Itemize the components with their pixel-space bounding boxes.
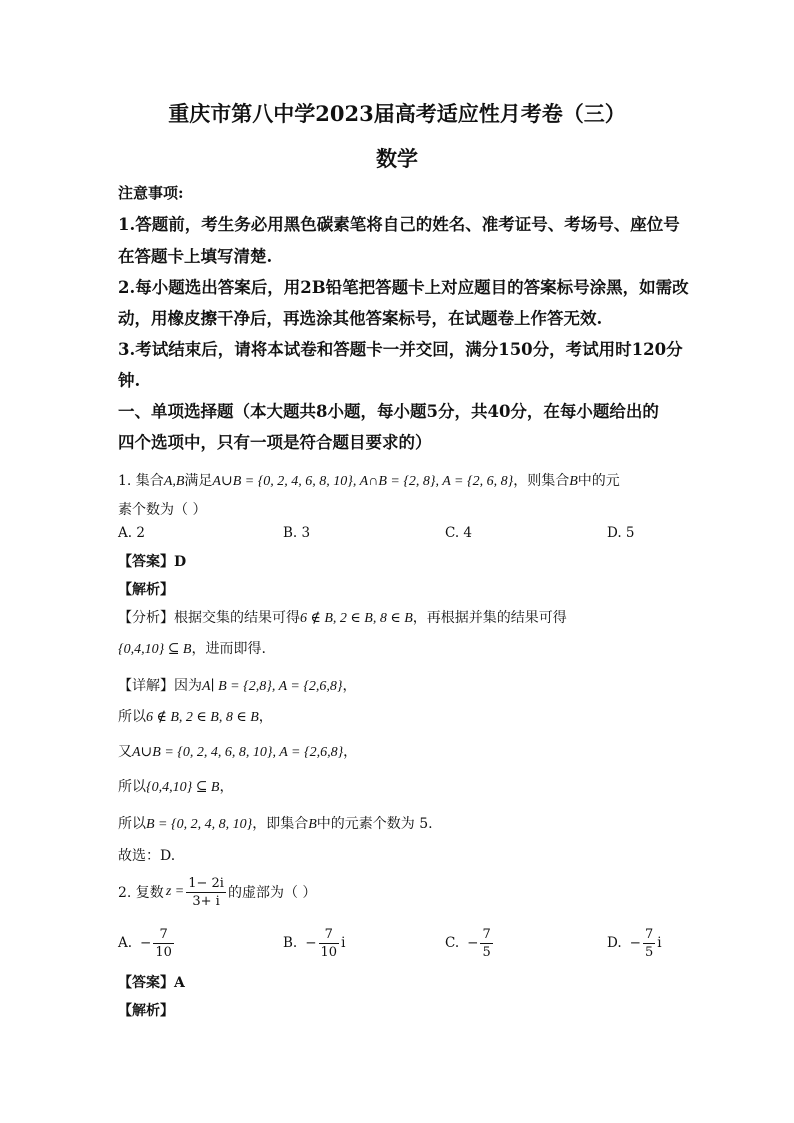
q1-step-2-tail: ， [343, 744, 358, 760]
q2-option-d-den: 5 [644, 944, 654, 960]
q1-step-1 [118, 706, 273, 726]
q2-answer: 【答案】A [118, 975, 185, 991]
q2-analysis-heading: 【解析】 [118, 1003, 174, 1019]
q2-denominator: 3+ i [192, 893, 220, 909]
q2-option-a-fraction [153, 926, 174, 961]
q1-step-3-label: 所以 [118, 779, 146, 795]
q1-fenxi-math: 6 ∉ B, 2 ∈ B, 8 ∈ B [300, 611, 413, 626]
notice-item-3-line-1: 3.考试结束后，请将本试卷和答题卡一并交回，满分150分，考试用时120分 [118, 340, 683, 359]
q1-step-2-math: A∪B = {0, 2, 4, 6, 8, 10}, A = {2,6,8} [132, 745, 344, 760]
q2-option-a-label: A. [118, 935, 133, 951]
notice-heading: 注意事项: [118, 184, 184, 202]
q2-option-b [283, 922, 345, 964]
q1-step-3-math: {0,4,10} ⊆ B [146, 780, 220, 795]
q2-option-c-fraction [480, 926, 492, 961]
q2-option-c-den: 5 [482, 944, 491, 960]
q1-analysis-heading: 【解析】 [118, 582, 174, 598]
notice-item-3-line-2: 钟. [118, 371, 141, 390]
q2-option-b-num: 7 [319, 926, 340, 944]
q1-stem-line-1 [118, 470, 620, 490]
q1-detail-tail: ， [342, 678, 357, 694]
q1-step-2-label: 又 [118, 744, 132, 760]
q1-step-4 [118, 813, 433, 833]
q1-fenxi-line-2 [118, 638, 266, 658]
q2-fraction [186, 875, 226, 910]
q2-option-c-num: 7 [482, 926, 491, 942]
q2-prefix: 2. 复数 [118, 885, 164, 901]
q1-step-4-label: 所以 [118, 816, 146, 832]
q1-step-1-label: 所以 [118, 709, 146, 725]
q1-step-3 [118, 776, 233, 796]
q2-option-a-num: 7 [153, 926, 174, 944]
page-title: 重庆市第八中学2023届高考适应性月考卷（三） [168, 101, 626, 126]
q1-fenxi2-math: {0,4,10} ⊆ B [118, 642, 192, 657]
q2-option-c [445, 922, 495, 964]
q1-fenxi-label: 【分析】根据交集的结果可得 [118, 610, 300, 626]
q2-option-d-fraction [643, 926, 655, 961]
q1-tail2: 中的元 [577, 473, 620, 489]
q2-option-d-num: 7 [644, 926, 654, 942]
q1-step-3-tail: ， [219, 779, 234, 795]
q1-cond-a: , A = {2, 6, 8} [435, 474, 514, 489]
q1-stem-line-2: 素个数为（ ） [118, 502, 207, 518]
q1-step-1-tail: ， [258, 709, 273, 725]
q2-option-a-sign: − [140, 935, 152, 951]
q2-option-b-suffix: i [341, 935, 346, 951]
q1-tail-b: B [569, 474, 578, 489]
q1-fenxi2-tail: ，进而即得. [191, 641, 266, 657]
q1-satisfy: 满足 [184, 473, 213, 489]
q2-option-b-den: 10 [320, 944, 338, 960]
notice-item-2-line-1: 2.每小题选出答案后，用2B铅笔把答题卡上对应题目的答案标号涂黑，如需改 [118, 278, 689, 297]
q1-tail: ，则集合 [513, 473, 570, 489]
q2-option-a-den: 10 [155, 944, 172, 960]
q1-fenxi-tail: ，再根据并集的结果可得 [412, 610, 567, 626]
q1-choose: 故选：D. [118, 848, 176, 864]
q1-step-4-math: B = {0, 2, 4, 8, 10} [146, 817, 253, 832]
q1-answer: 【答案】D [118, 554, 187, 570]
q2-option-d-suffix: i [657, 935, 662, 951]
q2-option-c-sign: − [467, 935, 479, 951]
q1-option-c: C. 4 [445, 525, 473, 541]
q2-option-b-label: B. [283, 935, 298, 951]
q1-cond-intersection: , A∩B = {2, 8} [352, 474, 436, 489]
q1-step-4-b: B [308, 817, 317, 832]
q1-option-b: B. 3 [283, 525, 311, 541]
q1-prefix: 1. 集合 [118, 473, 164, 489]
q1-detail-label: 【详解】因为 [118, 678, 202, 694]
q2-option-a [118, 922, 176, 964]
q1-step-4-tail: ，即集合 [252, 816, 309, 832]
q1-step-4-tail2: 中的元素个数为 5. [316, 816, 433, 832]
notice-item-1-line-1: 1.答题前，考生务必用黑色碳素笔将自己的姓名、准考证号、考场号、座位号 [118, 215, 680, 234]
q1-fenxi-line-1 [118, 607, 567, 627]
section-heading-line-1: 一、单项选择题（本大题共8小题，每小题5分，共40分，在每小题给出的 [118, 402, 659, 421]
q1-option-d: D. 5 [607, 525, 635, 541]
q2-stem [118, 870, 316, 914]
q1-step-2 [118, 741, 357, 761]
section-heading-line-2: 四个选项中，只有一项是符合题目要求的） [118, 433, 432, 452]
q2-tail: 的虚部为（ ） [227, 885, 317, 901]
q2-option-c-label: C. [445, 935, 460, 951]
q1-option-a: A. 2 [118, 525, 145, 541]
q1-detail-math: A∣ B = {2,8}, A = {2,6,8} [202, 679, 343, 694]
notice-item-1-line-2: 在答题卡上填写清楚. [118, 247, 273, 266]
q2-option-d-label: D. [607, 935, 622, 951]
q1-cond-union: A∪B = {0, 2, 4, 6, 8, 10} [212, 474, 353, 489]
q2-z: z = [165, 884, 185, 899]
q2-option-b-fraction [319, 926, 340, 961]
q2-option-b-sign: − [305, 935, 317, 951]
q1-detail-line [118, 675, 357, 695]
q2-numerator: 1− 2i [188, 875, 224, 891]
notice-item-2-line-2: 动，用橡皮擦干净后，再选涂其他答案标号，在试题卷上作答无效. [118, 309, 603, 328]
subject-title: 数学 [376, 146, 418, 171]
q1-step-1-math: 6 ∉ B, 2 ∈ B, 8 ∈ B [146, 710, 259, 725]
q2-option-d [607, 922, 662, 964]
q2-option-d-sign: − [629, 935, 641, 951]
q1-sets: A,B [163, 474, 185, 489]
